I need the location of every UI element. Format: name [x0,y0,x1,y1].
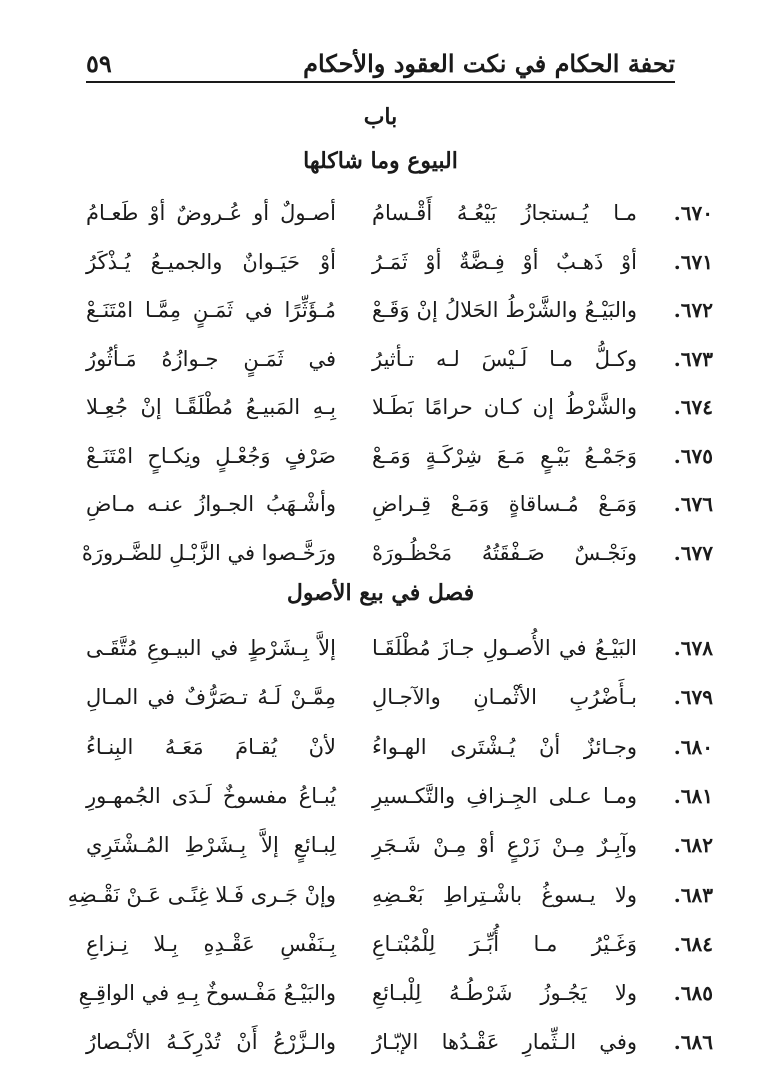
verse-number: ٦٨٢. [673,833,713,858]
first-hemistich: مـا يُـستجازُ بَيْعُـهُ أَقْـسامُ [372,201,637,225]
second-hemistich: أصـولٌ أو عُـروضٌ أوْ طَعـامُ [86,201,336,225]
second-hemistich: لِبـائعٍ إلاَّ بِـشَرْطِ المُـشْتَرِي [86,833,336,858]
verse-line [86,674,713,720]
verse-line [86,724,713,770]
verse-line [78,970,713,1016]
first-hemistich: ونَجْـسٌ صَـفْقَتُهُ مَحْظُـورَهْ [372,540,637,565]
header-rule [86,81,675,83]
second-hemistich: مِمَّـنْ لَـهُ تـصَرُّفٌ في المـالِ [86,685,336,710]
first-hemistich: والبَيْـعُ والشَّرْطُ الحَلالُ إنْ وَقَـعْ [372,298,637,322]
verse-number: ٦٧٣. [673,346,713,371]
section-heading: فصل في بيع الأصول [286,580,475,606]
second-hemistich: لأنْ يُقـامَ مَعَـهُ البِنـاءُ [86,734,336,759]
verse-number: ٦٧٨. [673,636,713,660]
verse-number: ٦٧٧. [673,540,713,565]
verse-line [86,433,713,479]
verse-line [67,872,713,918]
verse-number: ٦٨٣. [673,882,713,907]
verse-number: ٦٨٠. [673,734,713,759]
verse-line [81,530,713,576]
second-hemistich: بِـهِ المَبيـعُ مُطْلَقًـا إنْ جُعِـلا [86,395,336,419]
verse-number: ٦٧٤. [673,395,713,419]
verse-number: ٦٧٦. [673,492,713,516]
first-hemistich: بـأَضْرُبِ الأثْمـانِ والآجـالِ [372,685,637,710]
verse-line [86,921,713,967]
verse-line [86,625,713,671]
verse-number: ٦٧٥. [673,443,713,468]
verse-number: ٦٨٦. [673,1030,713,1055]
second-hemistich: يُبـاعُ مفسوخٌ لَـدَى الجُمهـورِ [86,783,336,808]
second-hemistich: أوْ حَيَـوانٌ والجميـعُ يُـذْكَرُ [86,249,336,274]
second-hemistich: صَرْفٍ وَجُعْـلٍ ونِكـاحٍ امْتَنَـعْ [86,443,336,468]
section-heading: البيوع وما شاكلها [303,148,458,174]
second-hemistich: بِـنَفْسِ عَقْـدِهِ بِـلا نِـزاعِ [86,931,336,956]
verse-line [86,481,713,527]
first-hemistich: أوْ ذَهـبٌ أوْ فِـضَّةٌ أوْ ثَمَـرُ [372,249,637,274]
verse-number: ٦٧٩. [673,685,713,710]
verse-number: ٦٧٠. [673,201,713,225]
first-hemistich: وفي الـثِّمارِ عَقْـدُها الإبّـارُ [372,1030,637,1055]
verse-number: ٦٨٤. [673,931,713,956]
first-hemistich: والشَّرْطُ إن كـان حرامًا بَطَـلا [372,395,637,419]
verse-number: ٦٧٢. [673,298,713,322]
first-hemistich: ولا يـسوغُ باشْـتِراطِ بَعْـضِهِ [372,882,637,907]
verse-line [86,190,713,236]
second-hemistich: إلاَّ بِـشَرْطٍ في البيـوعِ مُتَّقَـى [86,636,336,660]
second-hemistich: والبَيْـعُ مَفْـسوخٌ بِـهِ في الواقِـعِ [78,981,336,1006]
verse-line [86,1019,713,1065]
verse-line [86,239,713,285]
verse-number: ٦٨٥. [673,981,713,1006]
first-hemistich: وَمَـعْ مُـساقاةٍ وَمَـعْ قِـراضِ [372,492,637,516]
verse-line [86,822,713,868]
first-hemistich: وَغَـيْرُ مـا أُبِّـرَ لِلْمُبْتـاعِ [372,931,637,956]
first-hemistich: وجـائزٌ أنْ يُـشْتَرى الهـواءُ [372,734,637,759]
first-hemistich: ولا يَجُـوزُ شَرْطُـهُ لِلْبـائعِ [372,981,637,1006]
second-hemistich: مُـؤَثِّرًا في ثَمَـنٍ مِمَّـا امْتَنَـعْ [86,298,336,322]
second-hemistich: وأشْـهَبُ الجـوازُ عنـه مـاضِ [86,492,336,516]
first-hemistich: ومـا عـلى الجِـزافِ والتَّكـسيرِ [372,783,637,808]
second-hemistich: والـزَّرْعُ أَنْ تُدْرِكَـهُ الأبْـصارُ [86,1030,336,1055]
verse-line [86,287,713,333]
second-hemistich: وإنْ جَـرى فَـلا غِنًـى عَـنْ نَقْـضِهِ [67,882,336,907]
first-hemistich: وآبِـرٌ مِـنْ زَرْعٍ أوْ مِـنْ شَـجَرِ [372,833,637,858]
verse-line [86,336,713,382]
verse-number: ٦٧١. [673,249,713,274]
second-hemistich: في ثَمَـنٍ جـوازُهُ مَـأثُورُ [86,346,336,371]
first-hemistich: وَجَمْـعُ بَيْـعٍ مَـعَ شِرْكَـةٍ وَمَـعْ [372,443,637,468]
page-number: ٥٩ [86,49,112,78]
verse-line [86,773,713,819]
first-hemistich: وكـلُّ مـا لَـيْسَ لـه تـأثيرُ [372,346,637,371]
second-hemistich: ورَخَّـصوا في الزَّبْـلِ للضَّـرورَهْ [81,540,336,565]
first-hemistich: البَيْـعُ في الأُصـولِ جـازَ مُطْلَقَـا [372,636,637,660]
verse-line [86,384,713,430]
page-header [86,38,675,78]
verse-number: ٦٨١. [673,783,713,808]
chapter-heading: باب [363,104,398,130]
running-title: تحفة الحكام في نكت العقود والأحكام [303,49,675,78]
